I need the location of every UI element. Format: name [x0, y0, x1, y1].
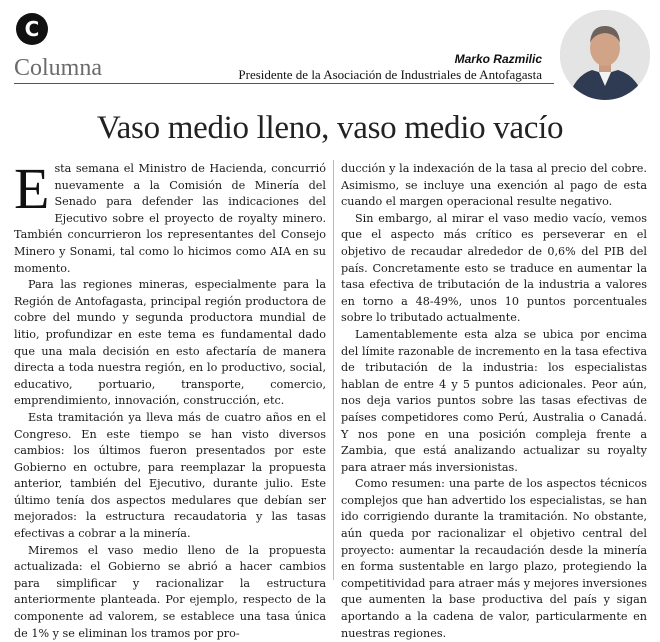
article-paragraph: Sin embargo, al mirar el vaso medio vacío, vemos que el aspecto más crítico es perseverar en el objetivo de recaudar alrededor de 0,6% del PIB del país. Concretamente esto se traduce en aumentar la tasa efectiva de tributación de la industria a valores en torno a 48-49%, unos 10 puntos porcentuales sobre lo tributado actualmente.: [341, 211, 647, 325]
article-paragraph: Lamentablemente esta alza se ubica por encima del límite razonable de incremento en la tasa efectiva de tributación de la industria: los especialistas hablan de entre 4 y 5 puntos adicionales. Peor aún, nos deja varios puntos sobre las tasas efectivas de países competidores como Perú, Australia o Canadá. Y nos pone en una posición compleja frente a Zambia, que está analizando actualizar su royalty para atraer más inversionistas.: [341, 327, 647, 474]
column-header: [0, 0, 660, 100]
article-column-left: [14, 156, 326, 642]
article-paragraph: Miremos el vaso medio lleno de la propuesta actualizada: el Gobierno se abrió a hacer cambios para simplificar y racionalizar la estructura anteriormente planteada. Por ejemplo, respecto de la componente ad valorem, se establece una tasa única de 1% y se eliminan los tramos por pro-: [14, 543, 326, 640]
column-badge-icon: C: [16, 13, 48, 45]
paragraph-text: sta semana el Ministro de Hacienda, concurrió nuevamente a la Comisión de Minería del Senado para defender las indicaciones del Ejecutivo sobre el proyecto de royalty minero. También concurrieron los representantes del Consejo Minero y Sonami, tal como lo hicimos como AIA en su momento.: [14, 162, 326, 275]
article-paragraph: Esta tramitación ya lleva más de cuatro años en el Congreso. En este tiempo se han visto diversos cambios: los últimos fueron presentados por este Gobierno en octubre, para reemplazar la propuesta anterior, también del Ejecutivo, durante julio. Este último tenía dos aspectos medulares que debían ser mejorados: la estructura recaudatoria y las tasas efectivas a cobrar a la minería.: [14, 410, 326, 541]
article-paragraph: ducción y la indexación de la tasa al precio del cobre. Asimismo, se incluye una exención al pago de esta cuando el margen operacional resulte negativo.: [341, 162, 647, 209]
author-photo: [560, 10, 650, 100]
author-portrait-icon: [560, 10, 650, 100]
header-divider: [14, 83, 554, 84]
article-paragraph: [14, 156, 326, 277]
author-name: Marko Razmilic: [454, 52, 542, 66]
article-paragraph: Como resumen: una parte de los aspectos técnicos complejos que han advertido los especialistas, se han ido corrigiendo durante la tramitación. No obstante, aún queda por racionalizar el objetivo central del proyecto: aumentar la recaudación desde la minería en forma sustentable en largo plazo, protegiendo la competitividad para atraer más y mejores inversiones que aumenten la base productiva del país y sigan aportando a la cadena de valor, particularmente en nuestras regiones.: [341, 477, 647, 640]
author-role: Presidente de la Asociación de Industriales de Antofagasta: [238, 67, 542, 82]
article-paragraph: Para las regiones mineras, especialmente para la Región de Antofagasta, principal región productora de cobre del mundo y segunda productora mundial de litio, profundizar en este tema es fundamental dado que una mala decisión en esto afectaría de manera directa a toda nuestra región, en lo productivo, social, educativo, portuario, transporte, comercio, emprendimiento, innovación, construcción, etc.: [14, 278, 326, 408]
article-headline: Vaso medio lleno, vaso medio vacío: [96, 110, 564, 146]
column-divider: [333, 160, 334, 580]
article-column-right: [341, 161, 647, 642]
section-label: Columna: [14, 55, 102, 81]
drop-cap: E: [14, 156, 50, 221]
